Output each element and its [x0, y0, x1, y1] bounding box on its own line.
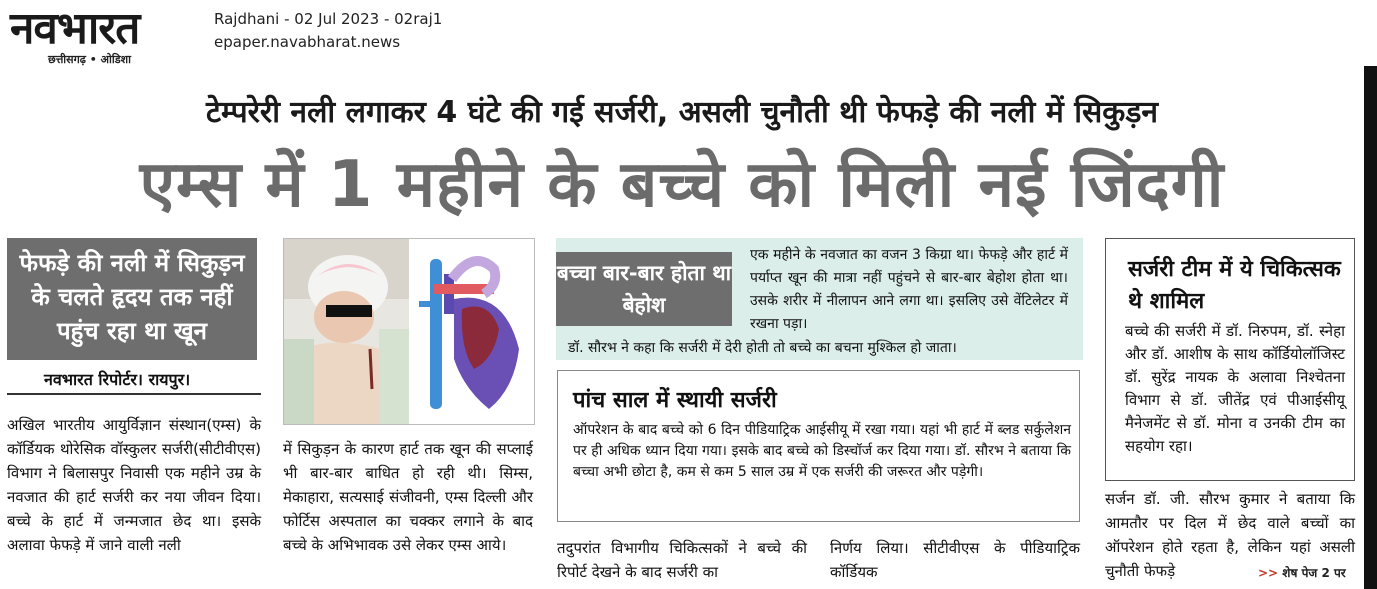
baby-and-heart-illustration — [284, 239, 534, 424]
body-column-5: सर्जन डॉ. जी. सौरभ कुमार ने बताया कि आमतौर पर दिल में छेद वाले बच्चों का ऑपरेशन होते रहता है, लेकिन यहां असली चुनौती फेफड़े — [1105, 490, 1355, 580]
site-link[interactable]: epaper.navabharat.news — [214, 33, 401, 51]
highlight-box: फेफड़े की नली में सिकुड़न के चलते हृदय तक नहीं पहुंच रहा था खून — [7, 238, 257, 360]
edition-line: Rajdhani - 02 Jul 2023 - 02raj1 — [214, 10, 443, 28]
team-box-text: बच्चे की सर्जरी में डॉ. निरुपम, डॉ. स्नेहा और डॉ. आशीष के साथ कॉर्डियोलॉजिस्ट डॉ. सुरेंद्र नायक के अलावा निश्चेतना विभाग से डॉ. जीतेंद्र एवं पीआईसीयू मैनेजमेंट से डॉ. मोना व उनकी टीम का सहयोग रहा। — [1125, 322, 1345, 455]
info-box-label: बच्चा बार-बार होता था बेहोश — [556, 252, 732, 326]
kicker-headline: टेम्परेरी नली लगाकर 4 घंटे की गई सर्जरी, असली चुनौती थी फेफड़े की नली में सिकुड़न — [205, 95, 1159, 130]
info-box-text: एक महीने के नवजात का वजन 3 किग्रा था। फेफड़े और हार्ट में पर्याप्त खून की मात्रा नहीं पहुंचने से बार-बार बेहोश होता था। उसके शरीर में नीलापन आने लगा था। इसलिए उसे वेंटिलेटर में रखना पड़ा। — [750, 247, 1068, 332]
logo-subtitle: छत्तीसगढ़ • ओडिशा — [48, 53, 131, 66]
continued-label: शेष पेज 2 पर — [1282, 566, 1346, 580]
article-photo — [283, 238, 535, 425]
info-box-quote: डॉ. सौरभ ने कहा कि सर्जरी में देरी होती तो बच्चे का बचना मुश्किल हो जाता। — [568, 340, 957, 356]
page-edge-bar — [1364, 66, 1377, 589]
body-column-3: तदुपरांत विभागीय चिकित्सकों ने बच्चे की रिपोर्ट देखने के बाद सर्जरी का — [557, 539, 807, 581]
body-column-4: निर्णय लिया। सीटीवीएस के पीडियाट्रिक कॉर्डियक — [830, 539, 1080, 581]
sidebar-text: ऑपरेशन के बाद बच्चे को 6 दिन पीडियाट्रिक आईसीयू में रखा गया। यहां भी हार्ट में ब्लड सर्कुलेशन पर ही अधिक ध्यान दिया गया। इसके बाद बच्चे को डिस्चॉर्ज कर दिया गया। डॉ. सौरभ ने बताया कि बच्चा अभी छोटा है, कम से कम 5 साल उम्र में एक सर्जरी की जरूरत और पड़ेगी। — [573, 422, 1071, 480]
body-column-2: में सिकुड़न के कारण हार्ट तक खून की सप्लाई भी बार-बार बाधित हो रही थी। सिम्स, मेकाहारा, सत्यसाई संजीवनी, एम्स दिल्ली और फोर्टिस अस्पताल का चक्कर लगाने के बाद बच्चे के अभिभावक उसे लेकर एम्स आये। — [283, 440, 533, 554]
newspaper-logo — [4, 4, 200, 64]
main-headline: एम्स में 1 महीने के बच्चे को मिली नई जिंदगी — [139, 148, 1225, 222]
double-chevron-icon: >> — [1258, 566, 1279, 580]
sidebar-title: पांच साल में स्थायी सर्जरी — [573, 388, 777, 413]
reporter-byline: नवभारत रिपोर्टर। रायपुर। — [44, 370, 191, 389]
logo-text: नवभारत — [10, 3, 140, 54]
body-column-1: अखिल भारतीय आयुर्विज्ञान संस्थान(एम्स) के कॉर्डियक थोरेसिक वॉस्कुलर सर्जरी(सीटीवीएस) विभाग ने बिलासपुर निवासी एक महीने उम्र के नवजात की हार्ट सर्जरी कर नया जीवन दिया। बच्चे के हार्ट में जन्मजात छेद था। इसके अलावा फेफड़े में जाने वाली नली — [7, 416, 261, 554]
team-box-title: सर्जरी टीम में ये चिकित्सक थे शामिल — [1128, 257, 1341, 314]
divider — [7, 393, 261, 395]
continued-link[interactable] — [1256, 564, 1346, 581]
